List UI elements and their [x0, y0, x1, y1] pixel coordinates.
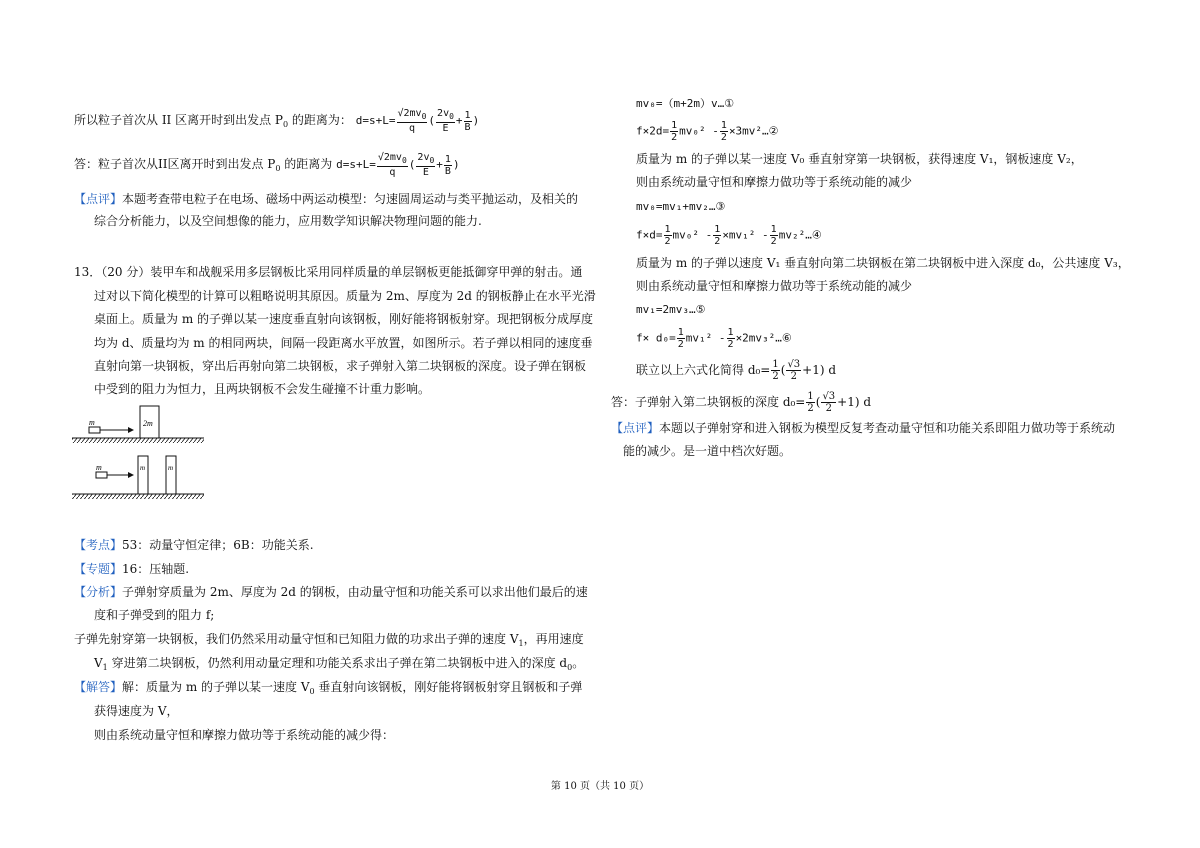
sub: 0	[429, 156, 435, 165]
eq-4	[636, 224, 822, 247]
text: 桌面上。质量为 m 的子弹以某一速度垂直射向该钢板，刚好能将钢板射穿。现把钢板分成厚度	[94, 312, 594, 326]
sub: 0	[401, 156, 407, 165]
fraction	[397, 108, 428, 134]
text: 质量为 m 的子弹以某一速度 V₀ 垂直射穿第一块钢板，获得速度 V₁，钢板速度 V₂，	[636, 152, 1083, 166]
fenxi-2	[94, 607, 214, 623]
eq-part: ×mv₁² -	[722, 228, 769, 242]
text: 的距离为：	[288, 113, 352, 127]
text: 过对以下简化模型的计算可以粗略说明其原因。质量为 2m、厚度为 2d 的钢板静止在水平光滑	[94, 289, 596, 303]
numerator: 1	[720, 120, 727, 131]
fraction	[436, 108, 455, 134]
paren: (	[428, 114, 436, 127]
jieda-text: 垂直射向该钢板，刚好能将钢板射穿且钢板和子弹	[314, 680, 583, 694]
paren: )	[472, 114, 480, 127]
comment-text: 本题考查带电粒子在电场、磁场中两运动模型：匀速圆周运动与类平抛运动，及相关的	[122, 192, 579, 206]
comment-2-cont	[623, 443, 791, 459]
fraction	[377, 152, 408, 178]
fraction	[664, 224, 672, 247]
eq-5	[636, 302, 705, 318]
right-text-3	[636, 255, 1130, 271]
right-text-4	[636, 278, 912, 294]
sub: 1	[518, 639, 524, 648]
steel-plate-figure	[70, 402, 210, 504]
fraction	[727, 327, 735, 350]
fenxi-text: ，再用速度	[523, 632, 584, 646]
fenxi-text: V	[94, 656, 103, 670]
jieda-text: 则由系统动量守恒和摩擦力做功等于系统动能的减少得：	[94, 728, 395, 742]
denominator: B	[444, 165, 451, 177]
jieda-text: 解：质量为 m 的子弹以某一速度 V	[122, 680, 310, 694]
bullet-bottom	[96, 472, 107, 478]
numerator: 1	[464, 109, 471, 121]
fenxi-text: 度和子弹受到的阻力 f;	[94, 608, 215, 622]
comment-tag: 【点评】	[74, 192, 123, 206]
text: 则由系统动量守恒和摩擦力做功等于系统动能的减少	[636, 175, 913, 189]
numerator: 1	[772, 359, 779, 370]
fraction	[677, 327, 685, 350]
fraction	[770, 224, 778, 247]
text: 则由系统动量守恒和摩擦力做功等于系统动能的减少	[636, 279, 913, 293]
text: 中受到的阻力为恒力，且两块钢板不会发生碰撞不计重力影响。	[94, 382, 431, 396]
eq-3	[636, 199, 725, 215]
fenxi-tag: 【分析】	[74, 585, 123, 599]
comment-tag: 【点评】	[611, 421, 660, 435]
question-13-line-6	[94, 381, 430, 397]
denominator: 2	[770, 236, 777, 247]
numerator: 1	[727, 327, 734, 338]
paren: (	[408, 158, 416, 171]
sub: 0	[275, 164, 281, 173]
fenxi-text: 子弹射穿质量为 2m、厚度为 2d 的钢板，由动量守恒和功能关系可以求出他们最后的速	[122, 585, 588, 599]
fraction	[771, 359, 779, 382]
text: 答：粒子首次从II区离开时到出发点 P	[74, 157, 276, 171]
arrow-top-head	[128, 427, 134, 433]
numerator: 1	[677, 327, 684, 338]
question-13-line-3	[94, 311, 593, 327]
plate-2m-label: 2m	[143, 419, 153, 428]
eq-part: f× d₀=	[636, 331, 676, 345]
fenxi-text: 。	[572, 656, 585, 670]
eq-part: mv₀² -	[672, 228, 713, 242]
eq-part: f×d=	[636, 228, 663, 242]
numerator: 2v	[417, 152, 430, 163]
denominator: 2	[671, 132, 678, 143]
paren: )	[452, 158, 460, 171]
text: 均为 d、质量均为 m 的相同两块，间隔一段距离水平放置，如图所示。若子弹以相同的速度垂	[94, 336, 593, 350]
comment-1	[74, 191, 578, 207]
answer-2	[611, 391, 871, 414]
question-13-line-5	[94, 358, 586, 374]
fenxi-4	[94, 655, 584, 676]
page-footer: 第 10 页（共 10 页）	[550, 781, 650, 792]
equation: mv₀=（m+2m）v…①	[636, 97, 735, 110]
text: 13．（20 分）装甲车和战舰采用多层钢板比采用同样质量的单层钢板更能抵御穿甲弹的射击。通	[74, 265, 583, 279]
arrow-bottom-head	[128, 472, 134, 478]
sub: 0	[283, 120, 289, 129]
fraction	[670, 120, 678, 143]
paren: (	[815, 395, 821, 409]
denominator: 2	[714, 236, 721, 247]
fenxi	[74, 584, 588, 600]
numerator: 2v	[437, 108, 450, 119]
table-bottom-hatch	[72, 494, 204, 499]
zhuanti	[74, 561, 189, 577]
numerator: √2mv	[397, 108, 422, 119]
distance-formula	[355, 108, 480, 134]
fraction	[444, 154, 452, 177]
sub: 0	[421, 112, 427, 121]
answer-1	[74, 152, 460, 178]
question-13-line-1	[74, 264, 582, 280]
formula-prefix: d=s+L=	[336, 158, 376, 171]
numerator: 1	[664, 224, 671, 235]
eq-part: mv₀² -	[679, 124, 719, 138]
numerator: √2mv	[377, 152, 402, 163]
sub: 0	[449, 112, 454, 121]
distance-statement	[74, 108, 479, 134]
text: 的距离为	[280, 157, 333, 171]
numerator: 1	[671, 120, 678, 131]
eq-part: mv₂²…④	[778, 228, 822, 242]
eq-6	[636, 327, 792, 350]
numerator: 1	[770, 224, 777, 235]
sub: 0	[309, 687, 315, 696]
fraction	[416, 152, 435, 178]
paren: (	[780, 363, 786, 377]
distance-formula-repeat	[336, 152, 460, 178]
denominator: E	[422, 167, 429, 178]
eq-part: ×2mv₃²…⑥	[735, 331, 792, 345]
plus: +	[436, 158, 443, 171]
text: 联立以上六式化简得 d₀=	[636, 363, 771, 377]
kaodian-tag: 【考点】	[74, 538, 123, 552]
text: +1) d	[802, 363, 837, 377]
fraction	[806, 391, 814, 414]
denominator: 2	[807, 403, 814, 414]
fraction	[821, 391, 836, 414]
text: 直射向第一块钢板，穿出后再射向第二块钢板，求子弹射入第二块钢板的深度。设子弹在钢板	[94, 359, 587, 373]
denominator: 2	[825, 403, 832, 414]
numerator: √3	[787, 359, 801, 370]
fraction	[786, 359, 801, 382]
plate-a	[138, 456, 148, 494]
denominator: 2	[664, 236, 671, 247]
denominator: 2	[677, 339, 684, 350]
denominator: q	[389, 167, 396, 178]
plate-b	[166, 456, 176, 494]
right-text-2	[636, 174, 912, 190]
text: 质量为 m 的子弹以速度 V₁ 垂直射向第二块钢板在第二块钢板中进入深度 d₀，公共速度 V₃，	[636, 256, 1130, 270]
comment-text: 能的减少。是一道中档次好题。	[623, 444, 792, 458]
numerator: 1	[714, 224, 721, 235]
zhuanti-tag: 【专题】	[74, 562, 123, 576]
kaodian	[74, 537, 314, 553]
denominator: 2	[790, 371, 797, 382]
numerator: 1	[807, 391, 814, 402]
fenxi-text: 穿进第二块钢板，仍然利用动量定理和功能关系求出子弹在第二块钢板中进入的深度 d	[107, 656, 568, 670]
zhuanti-text: 16：压轴题.	[122, 562, 190, 576]
formula-prefix: d=s+L=	[355, 114, 396, 127]
kaodian-text: 53：动量守恒定律；6B：功能关系.	[122, 538, 314, 552]
denominator: B	[464, 121, 471, 133]
plate-b-label: m	[168, 464, 174, 472]
right-text-1	[636, 151, 1083, 167]
comment-text: 综合分析能力，以及空间想像的能力，应用数学知识解决物理问题的能力.	[94, 214, 482, 228]
text: +1) d	[837, 395, 872, 409]
fenxi-text: 子弹先射穿第一块钢板，我们仍然采用动量守恒和已知阻力做的功求出子弹的速度 V	[74, 632, 519, 646]
jieda	[74, 679, 582, 700]
denominator: q	[408, 123, 415, 134]
fraction	[720, 120, 728, 143]
jieda-3	[94, 727, 394, 743]
sub: 1	[102, 663, 108, 672]
plus: +	[455, 114, 463, 127]
eq-1	[636, 96, 734, 112]
denominator: E	[442, 123, 449, 134]
bullet-label-bottom: m	[96, 463, 102, 472]
bullet-top	[89, 427, 100, 433]
eq-2	[636, 120, 779, 143]
table-top-hatch	[72, 438, 204, 443]
eq-result	[636, 359, 836, 382]
question-13-line-2	[94, 288, 596, 304]
denominator: 2	[720, 132, 727, 143]
eq-part: ×3mv²…②	[728, 124, 779, 138]
eq-part: f×2d=	[636, 124, 670, 138]
fenxi-3	[74, 631, 584, 652]
jieda-tag: 【解答】	[74, 680, 123, 694]
text: 答：子弹射入第二块钢板的深度 d₀=	[611, 395, 806, 409]
comment-text: 本题以子弹射穿和进入钢板为模型反复考查动量守恒和功能关系即阻力做功等于系统动	[659, 421, 1116, 435]
denominator: 2	[727, 339, 734, 350]
comment-2	[611, 420, 1115, 436]
fraction	[464, 110, 472, 133]
plate-a-label: m	[140, 464, 146, 472]
denominator: 2	[772, 371, 779, 382]
sub: 0	[567, 663, 573, 672]
bullet-label-top: m	[89, 418, 95, 427]
comment-1-cont	[94, 213, 482, 229]
numerator: √3	[822, 391, 836, 402]
numerator: 1	[444, 153, 451, 165]
text: 所以粒子首次从 II 区离开时到出发点 P	[74, 113, 283, 127]
jieda-2	[94, 703, 178, 719]
equation: mv₁=2mv₃…⑤	[636, 303, 706, 316]
fraction	[713, 224, 721, 247]
equation: mv₀=mv₁+mv₂…③	[636, 200, 726, 213]
question-13-line-4	[94, 335, 593, 351]
eq-part: mv₁² -	[685, 331, 726, 345]
jieda-text: 获得速度为 V，	[94, 704, 179, 718]
